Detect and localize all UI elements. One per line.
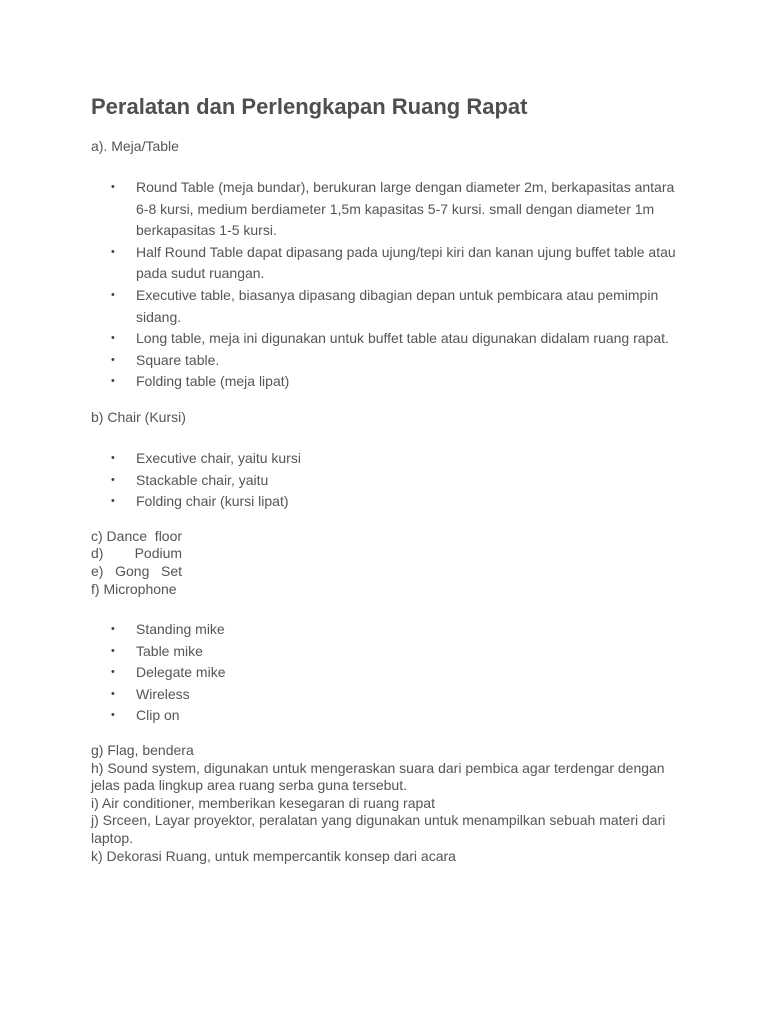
section-b-list (136, 448, 677, 513)
section-i-line: i) Air conditioner, memberikan kesegaran di ruang rapat (91, 794, 435, 811)
section-f-heading: f) Microphone (91, 580, 177, 597)
list-item: • Standing mike (136, 619, 677, 641)
section-d-line: d) Podium (91, 545, 183, 562)
list-item: • Square table. (136, 350, 677, 372)
section-g-to-k (91, 742, 677, 865)
section-c-to-f (91, 528, 677, 598)
list-item: • Executive chair, yaitu kursi (136, 448, 677, 470)
list-item: • Folding table (meja lipat) (136, 371, 677, 393)
list-item: • Round Table (meja bundar), berukuran large dengan diameter 2m, berkapasitas antara 6-8 kursi, medium berdiameter 1,5m kapasitas 5-7 kursi. small dengan diameter 1m berkapasitas 1-5 kursi. (136, 177, 677, 242)
section-b-heading: b) Chair (Kursi) (91, 408, 186, 425)
list-item: • Stackable chair, yaitu (136, 470, 677, 492)
list-item: • Half Round Table dapat dipasang pada ujung/tepi kiri dan kanan ujung buffet table atau pada sudut ruangan. (136, 242, 677, 285)
list-item: • Table mike (136, 641, 677, 663)
section-h-line: h) Sound system, digunakan untuk mengeraskan suara dari pembica agar terdengar dengan jelas pada lingkup area ruang serba guna tersebut. (91, 759, 665, 794)
list-item: • Delegate mike (136, 662, 677, 684)
page-title: Peralatan dan Perlengkapan Ruang Rapat (91, 94, 528, 119)
section-a-list (136, 177, 677, 393)
section-f-list (136, 619, 677, 727)
list-item: • Clip on (136, 705, 677, 727)
section-a-heading: a). Meja/Table (91, 138, 179, 154)
list-item: • Folding chair (kursi lipat) (136, 491, 677, 513)
section-e-line: e) Gong Set (91, 562, 183, 579)
list-item: • Executive table, biasanya dipasang dibagian depan untuk pembicara atau pemimpin sidang. (136, 285, 677, 328)
list-item: • Long table, meja ini digunakan untuk buffet table atau digunakan didalam ruang rapat. (136, 328, 677, 350)
section-g-line: g) Flag, bendera (91, 742, 194, 759)
section-j-line: j) Srceen, Layar proyektor, peralatan yang digunakan untuk menampilkan sebuah materi dari laptop. (91, 812, 666, 847)
section-k-line: k) Dekorasi Ruang, untuk mempercantik konsep dari acara (91, 847, 456, 864)
section-c-line: c) Dance floor (91, 527, 183, 544)
list-item: • Wireless (136, 684, 677, 706)
